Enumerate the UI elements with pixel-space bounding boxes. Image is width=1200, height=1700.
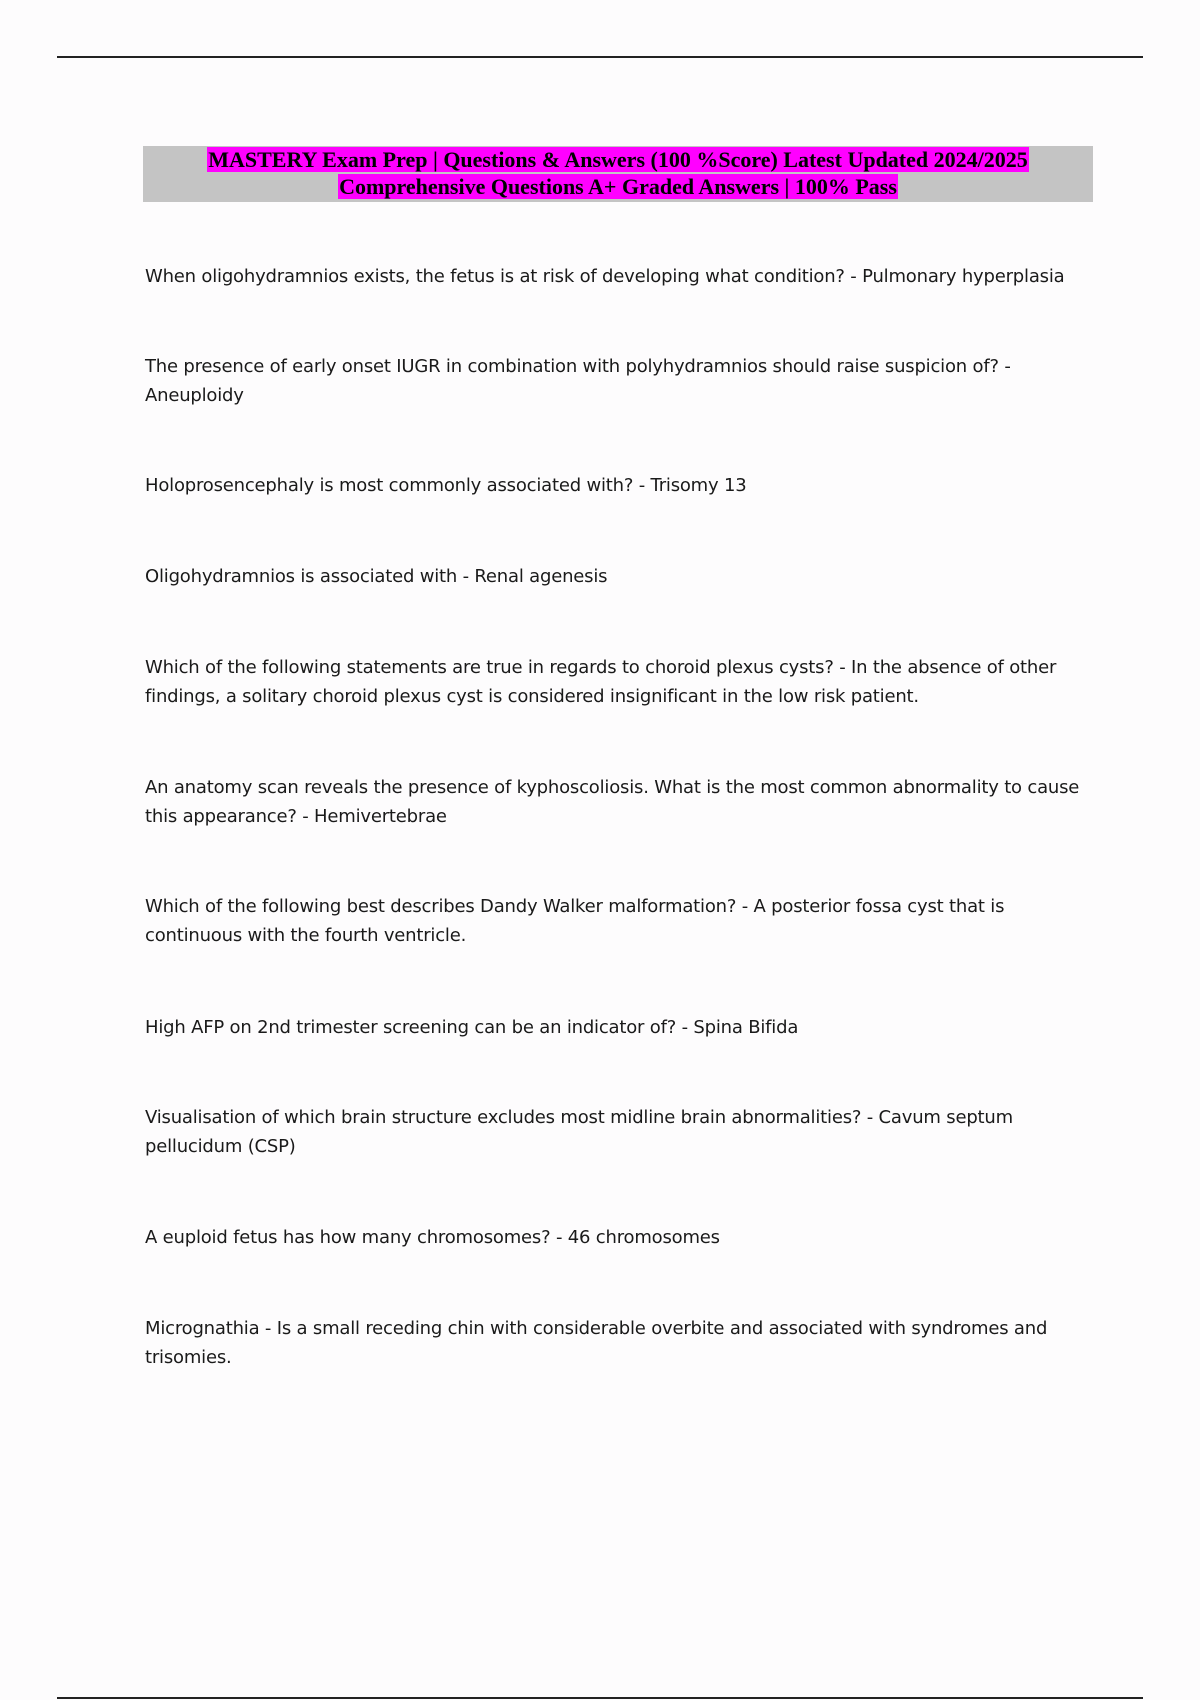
title-line-1 (143, 146, 1093, 173)
qa-item-4: Oligohydramnios is associated with - Renal agenesis (145, 566, 608, 587)
document-title-banner (143, 146, 1093, 202)
qa-item-8: High AFP on 2nd trimester screening can be an indicator of? - Spina Bifida (145, 1017, 799, 1038)
qa-item-10: A euploid fetus has how many chromosomes? - 46 chromosomes (145, 1227, 720, 1248)
qa-item-3: Holoprosencephaly is most commonly associated with? - Trisomy 13 (145, 475, 747, 496)
title-line-2 (143, 173, 1093, 200)
title-highlight-2: Comprehensive Questions A+ Graded Answers | 100% Pass (339, 174, 897, 199)
qa-item-7: Which of the following best describes Dandy Walker malformation? - A posterior fossa cyst that is continuous with the fourth ventricle. (145, 896, 1005, 946)
top-rule (57, 56, 1143, 58)
bottom-rule (57, 1697, 1143, 1699)
qa-item-9: Visualisation of which brain structure excludes most midline brain abnormalities? - Cavum septum pellucidum (CSP) (145, 1107, 1013, 1157)
qa-item-11: Micrognathia - Is a small receding chin with considerable overbite and associated with syndromes and trisomies. (145, 1318, 1048, 1368)
qa-item-2: The presence of early onset IUGR in combination with polyhydramnios should raise suspicion of? - Aneuploidy (145, 356, 1011, 406)
qa-item-6: An anatomy scan reveals the presence of kyphoscoliosis. What is the most common abnormality to cause this appearance? - Hemivertebrae (145, 777, 1080, 827)
qa-item-5: Which of the following statements are true in regards to choroid plexus cysts? - In the absence of other findings, a solitary choroid plexus cyst is considered insignificant in the low risk patient. (145, 657, 1057, 707)
qa-item-1: When oligohydramnios exists, the fetus is at risk of developing what condition? - Pulmonary hyperplasia (145, 266, 1065, 287)
title-highlight-1: MASTERY Exam Prep | Questions & Answers (100 %Score) Latest Updated 2024/2025 (208, 147, 1028, 172)
